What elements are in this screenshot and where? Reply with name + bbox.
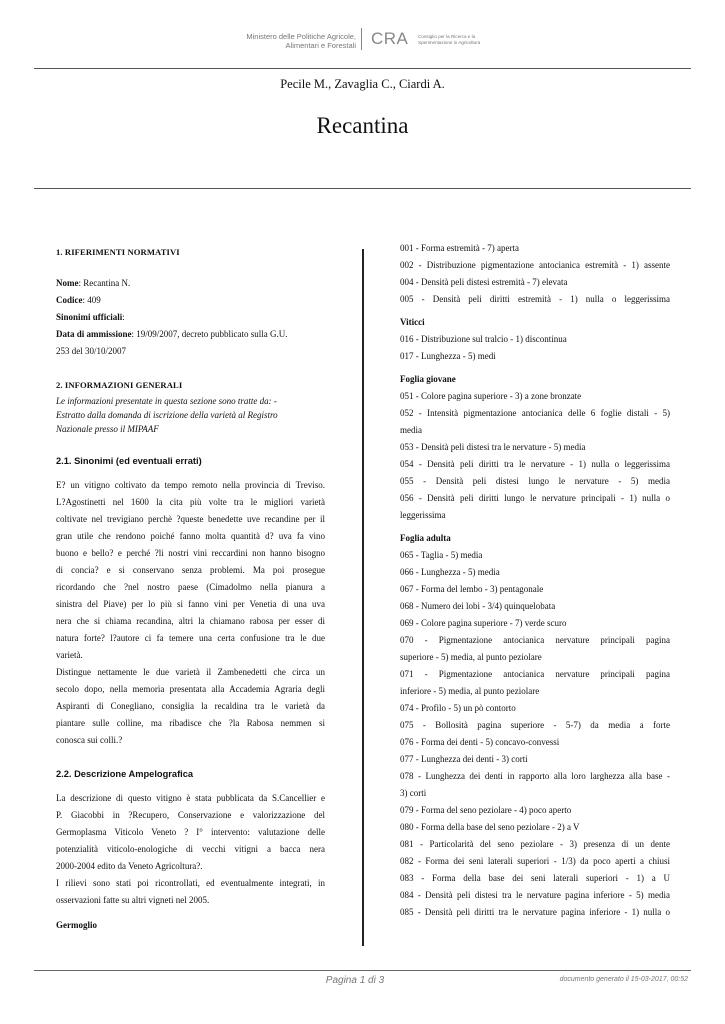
paragraph-line: piantare sulle colline, ma ribadisce che ?la Rabosa nemmen si [56, 718, 325, 728]
trait-item: 051 - Colore pagina superiore - 3) a zone bronzate [400, 391, 582, 401]
section-2-2-heading: 2.2. Descrizione Ampelografica [56, 769, 194, 779]
trait-item: media [400, 425, 422, 435]
foglia-adulta-list [400, 547, 670, 921]
trait-item: leggerissima [400, 510, 446, 520]
title-rule [34, 188, 691, 189]
ministry-line-1: Ministero delle Politiche Agricole, [246, 32, 356, 41]
section-2-1-body [56, 477, 325, 749]
trait-item: 055 - Densità peli distesi lungo le nervature - 5) media [400, 476, 670, 486]
data-ammissione-row [56, 326, 325, 343]
nome-label: Nome [56, 278, 79, 288]
paragraph-line: sinistra del Piave) per lo più si fanno vini per Venetia di una uva [56, 599, 325, 609]
nome-value: : Recantina N. [78, 278, 131, 288]
paragraph-line: osservazioni fatte su altri vigneti nel 2005. [56, 895, 210, 905]
paragraph-line: gran utile che rendono poiché fanno molta quantità d? uva fa vino [56, 531, 325, 541]
trait-item: 066 - Lunghezza - 5) media [400, 567, 500, 577]
trait-item: 068 - Numero dei lobi - 3/4) quinquelobata [400, 601, 556, 611]
trait-item: 075 - Bollosità pagina superiore - 5-7) da media a forte [400, 720, 670, 730]
ministry-line-2: Alimentari e Forestali [285, 41, 356, 50]
footer-rule [34, 970, 691, 971]
trait-item: 079 - Forma del seno peziolare - 4) poco aperto [400, 805, 572, 815]
intro-line: Nazionale presso il MIPAAF [56, 424, 159, 434]
trait-item: 067 - Forma del lembo - 3) pentagonale [400, 584, 544, 594]
right-column [400, 240, 670, 921]
authors: Pecile M., Zavaglia C., Ciardi A. [280, 77, 445, 91]
ministry-logo-text [216, 32, 356, 50]
paragraph-line: I rilievi sono stati poi ricontrollati, ed eventualmente integrati, in [56, 878, 325, 888]
paragraph-line: E? un vitigno coltivato da tempo remoto nella provincia di Treviso. [56, 480, 325, 490]
trait-item: 083 - Forma della base dei seni laterali superiori - 1) a U [400, 873, 670, 883]
section-2-1-heading: 2.1. Sinonimi (ed eventuali errati) [56, 456, 202, 466]
intro-line: Le informazioni presentate in questa sezione sono tratte da: - [56, 396, 277, 406]
section-2-2-body [56, 790, 325, 909]
foglia-giovane-list [400, 388, 670, 524]
page-number: Pagina 1 di 3 [325, 975, 385, 986]
paragraph-line: La descrizione di questo vitigno è stata pubblicata da S.Cancellier e [56, 793, 325, 803]
document-title: Recantina [316, 113, 409, 138]
section-2-heading: 2. INFORMAZIONI GENERALI [56, 380, 183, 390]
logo-divider [361, 28, 362, 50]
trait-item: 016 - Distribuzione sul tralcio - 1) discontinua [400, 334, 567, 344]
trait-item: 005 - Densità peli diritti estremità - 1) nulla o leggerissima [400, 294, 670, 304]
trait-item: 080 - Forma della base del seno peziolare - 2) a V [400, 822, 580, 832]
left-column [56, 244, 325, 934]
paragraph-line: Aspiranti di Conegliano, consiglia la recaldina tra le varietà da [56, 701, 325, 711]
codice-label: Codice [56, 295, 83, 305]
trait-item: 054 - Densità peli diritti tra le nervature - 1) nulla o leggerissima [400, 459, 670, 469]
paragraph-line: L?Agostinetti nel 1600 la cita più volte tra le migliori varietà [56, 497, 325, 507]
germoglio-heading: Germoglio [56, 920, 97, 930]
header-rule [34, 68, 691, 69]
cra-logo-caption [418, 34, 498, 45]
cra-caption-line-2: Sperimentazione in Agricoltura [418, 39, 481, 45]
trait-item: inferiore - 5) media, al punto peziolare [400, 686, 540, 696]
data-ammissione-row-2: 253 del 30/10/2007 [56, 346, 126, 356]
sinonimi-row [56, 309, 325, 326]
paragraph-line: 2000-2004 edito da Veneto Agricoltura?. [56, 861, 203, 871]
nome-row [56, 275, 325, 292]
trait-item: 074 - Profilo - 5) un pò contorto [400, 703, 516, 713]
trait-item: 069 - Colore pagina superiore - 7) verde scuro [400, 618, 567, 628]
paragraph-line: Distingue nettamente le due varietà il Zambenedetti che circa un [56, 667, 325, 677]
sinonimi-label: Sinonimi ufficiali [56, 312, 123, 322]
cra-logo: CRA [371, 29, 409, 48]
trait-item: 017 - Lunghezza - 5) medi [400, 351, 496, 361]
foglia-adulta-heading: Foglia adulta [400, 533, 451, 543]
trait-item: 071 - Pigmentazione antocianica nervature principali pagina [400, 669, 670, 679]
trait-item: 004 - Densità peli distesi estremità - 7) elevata [400, 277, 568, 287]
trait-item: 002 - Distribuzione pigmentazione antocianica estremità - 1) assente [400, 260, 670, 270]
trait-item: superiore - 5) media, al punto peziolare [400, 652, 542, 662]
section-2-intro [56, 394, 325, 436]
trait-item: 084 - Densità peli distesi tra le nervature pagina inferiore - 5) media [400, 890, 670, 900]
trait-item: 056 - Densità peli diritti lungo le nervature principali - 1) nulla o [400, 493, 670, 503]
paragraph-line: conosca sui colli.? [56, 735, 123, 745]
paragraph-line: natura forte? l?autore ci fa temere una certa confusione tra le due [56, 633, 325, 643]
trait-item: 077 - Lunghezza dei denti - 3) corti [400, 754, 528, 764]
trait-item: 001 - Forma estremità - 7) aperta [400, 243, 519, 253]
codice-value: : 409 [82, 295, 101, 305]
paragraph-line: Germoplasma Viticolo Veneto ? I° intervento: valutazione delle [56, 827, 325, 837]
intro-line: Estratto dalla domanda di iscrizione della varietà al Registro [56, 410, 278, 420]
trait-item: 078 - Lunghezza dei denti in rapporto alla loro larghezza alla base - [400, 771, 670, 781]
trait-item: 076 - Forma dei denti - 5) concavo-convessi [400, 737, 560, 747]
trait-item: 3) corti [400, 788, 427, 798]
trait-item: 065 - Taglia - 5) media [400, 550, 483, 560]
trait-item: 081 - Particolarità del seno peziolare - 3) presenza di un dente [400, 839, 670, 849]
paragraph-line: secolo dopo, nella memoria presentata alla Accademia Agraria degli [56, 684, 325, 694]
trait-item: 053 - Densità peli distesi tra le nervature - 5) media [400, 442, 586, 452]
section-1-heading: 1. RIFERIMENTI NORMATIVI [56, 247, 180, 257]
paragraph-line: buono e bello? e perché ?li nostri vini reccardini non hanno bisogno [56, 548, 325, 558]
germoglio-list [400, 240, 670, 308]
trait-item: 052 - Intensità pigmentazione antocianica delle 6 foglie distali - 5) [400, 408, 670, 418]
paragraph-line: P. Giacobbi in ?Recupero, Conservazione e valorizzazione del [56, 810, 325, 820]
generated-timestamp: documento generato il 15-03-2017, 00:52 [559, 976, 688, 983]
paragraph-line: nera che si chiama recandina, altri la chiamano rabosa per esser di [56, 616, 325, 626]
viticci-heading: Viticci [400, 317, 425, 327]
codice-row [56, 292, 325, 309]
paragraph-line: varietà. [56, 650, 83, 660]
data-ammissione-label: Data di ammissione [56, 329, 132, 339]
paragraph-line: ricordando che ?nel nostro paese (Cimadolmo nella pianura a [56, 582, 325, 592]
paragraph-line: potenzialità viticolo-enologiche di vecchi vitigni a bacca nera [56, 844, 325, 854]
trait-item: 070 - Pigmentazione antocianica nervature principali pagina [400, 635, 670, 645]
sinonimi-value: : [122, 312, 125, 322]
trait-item: 082 - Forma dei seni laterali superiori - 1/3) da poco aperti a chiusi [400, 856, 670, 866]
column-divider [362, 249, 364, 946]
viticci-list [400, 331, 670, 365]
paragraph-line: coltivate nel trevigiano perchè ?queste benedette uve recandine per il [56, 514, 325, 524]
trait-item: 085 - Densità peli diritti tra le nervature pagina inferiore - 1) nulla o [400, 907, 670, 917]
data-ammissione-value: : 19/09/2007, decreto pubblicato sulla G.U. [131, 329, 288, 339]
foglia-giovane-heading: Foglia giovane [400, 374, 456, 384]
paragraph-line: di concia? e si conservano senza problemi. Ma poi prosegue [56, 565, 325, 575]
cra-caption-line-1: Consiglio per la Ricerca e la [418, 34, 476, 39]
